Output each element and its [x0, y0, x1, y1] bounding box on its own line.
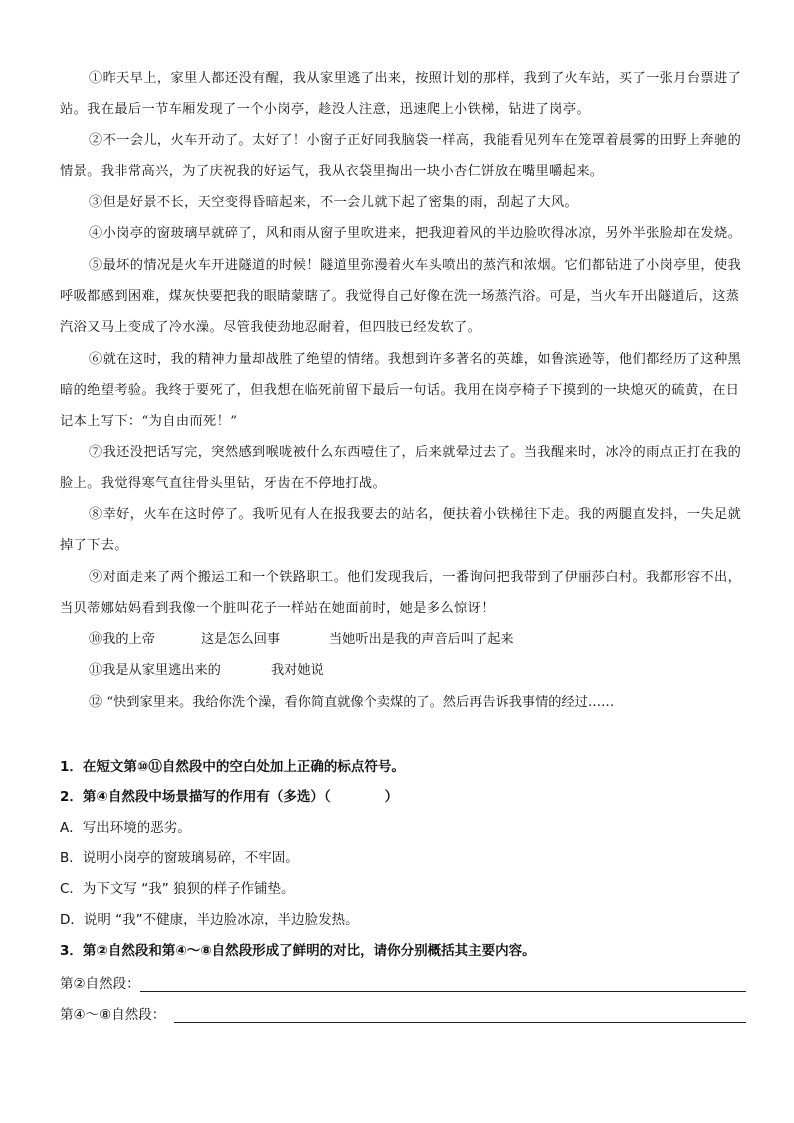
answer-label-paragraph-4-8: 第④～⑧自然段： [60, 1007, 166, 1023]
paragraph-5: ⑤最坏的情况是火车开进隧道的时候！隧道里弥漫着火车头喷出的蒸汽和浓烟。它们都钻进了小岗亭里，使我呼吸都感到困难，煤灰快要把我的眼睛蒙瞎了。我觉得自己好像在洗一场蒸汽浴。可是，当火车开出隧道后，这蒸汽浴又马上变成了冷水澡。尽管我使劲地忍耐着，但四肢已经发软了。 [60, 258, 742, 335]
answer-line-paragraph-4-8[interactable] [174, 1022, 746, 1023]
paragraph-10-part-2: 这是怎么回事 [201, 632, 281, 647]
paragraph-10 [89, 624, 514, 655]
paragraph-8: ⑧幸好，火车在这时停了。我听见有人在报我要去的站名，便扶着小铁梯往下走。我的两腿直发抖，一失足就掉了下去。 [60, 507, 742, 553]
question-2: 2．第④自然段中场景描写的作用有（多选）（ ） [60, 789, 399, 805]
question-2-option-b: B．说明小岗亭的窗玻璃易碎，不牢固。 [60, 850, 299, 866]
answer-row-paragraph-2 [60, 972, 746, 994]
answer-line-paragraph-2[interactable] [140, 991, 746, 992]
paragraph-12: ⑫ “快到家里来。我给你洗个澡，看你简直就像个卖煤的了。然后再告诉我事情的经过…… [89, 695, 615, 710]
paragraph-4: ④小岗亭的窗玻璃早就碎了，风和雨从窗子里吹进来，把我迎着风的半边脸吹得冰凉，另外半张脸却在发烧。 [89, 226, 742, 241]
answer-label-paragraph-2: 第②自然段： [60, 976, 140, 992]
paragraph-2: ②不一会儿，火车开动了。太好了！小窗子正好同我脑袋一样高，我能看见列车在笼罩着晨雾的田野上奔驰的情景。我非常高兴，为了庆祝我的好运气，我从衣袋里掏出一块小杏仁饼放在嘴里嚼起来。 [60, 133, 742, 179]
paragraph-11-part-2: 我对她说 [271, 663, 324, 678]
paragraph-11 [89, 655, 324, 686]
question-2-option-c: C．为下文写 “我” 狼狈的样子作铺垫。 [60, 881, 295, 897]
paragraph-3: ③但是好景不长，天空变得昏暗起来，不一会儿就下起了密集的雨，刮起了大风。 [89, 195, 579, 210]
paragraph-9: ⑨对面走来了两个搬运工和一个铁路职工。他们发现我后，一番询问把我带到了伊丽莎白村。我都形容不出，当贝蒂娜姑妈看到我像一个脏叫花子一样站在她面前时，她是多么惊讶！ [60, 570, 742, 616]
question-3: 3．第②自然段和第④～⑧自然段形成了鲜明的对比，请你分别概括其主要内容。 [60, 943, 536, 959]
paragraph-1: ①昨天早上，家里人都还没有醒，我从家里逃了出来，按照计划的那样，我到了火车站，买了一张月台票进了站。我在最后一节车厢发现了一个小岗亭，趁没人注意，迅速爬上小铁梯，钻进了岗亭。 [60, 71, 742, 117]
paragraph-7: ⑦我还没把话写完，突然感到喉咙被什么东西噎住了，后来就晕过去了。当我醒来时，冰冷的雨点正打在我的脸上。我觉得寒气直往骨头里钻，牙齿在不停地打战。 [60, 445, 742, 491]
question-2-option-d: D．说明 “我”不健康，半边脸冰凉，半边脸发热。 [60, 912, 359, 928]
question-2-option-a: A．写出环境的恶劣。 [60, 820, 191, 836]
question-1: 1．在短文第⑩⑪自然段中的空白处加上正确的标点符号。 [60, 759, 405, 775]
answer-row-paragraph-4-8 [60, 1003, 746, 1025]
paragraph-6: ⑥就在这时，我的精神力量却战胜了绝望的情绪。我想到许多著名的英雄，如鲁滨逊等，他们都经历了这种黑暗的绝望考验。我终于要死了，但我想在临死前留下最后一句话。我用在岗亭椅子下摸到的一块熄灭的硫黄，在日记本上写下：“为自由而死！” [60, 352, 742, 429]
paragraph-10-part-1: ⑩我的上帝 [89, 632, 155, 647]
paragraph-10-part-3: 当她听出是我的声音后叫了起来 [329, 632, 514, 647]
paragraph-11-part-1: ⑪我是从家里逃出来的 [89, 663, 221, 678]
